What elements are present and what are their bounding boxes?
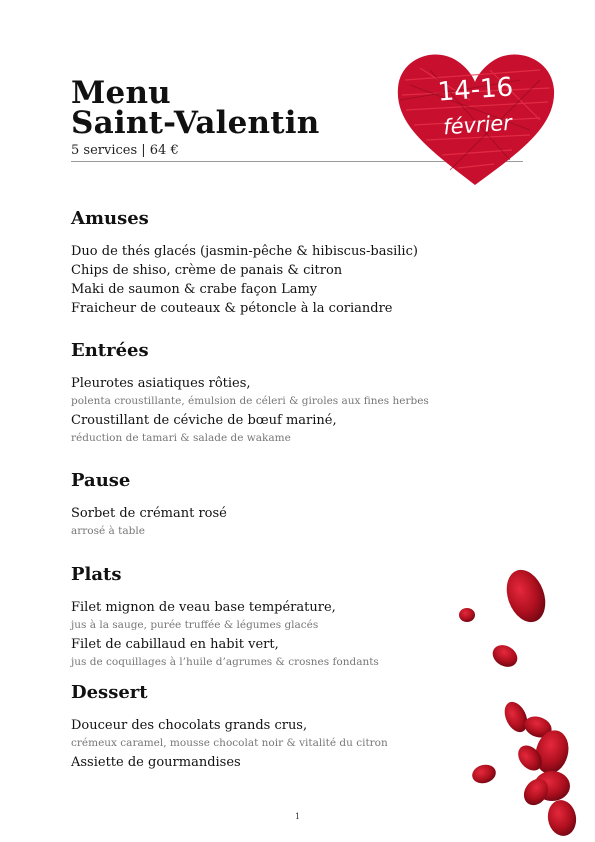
section-title: Amuses — [71, 208, 149, 229]
section-pause — [71, 470, 531, 541]
rose-petal-icon — [500, 564, 552, 627]
menu-item: Fraicheur de couteaux & pétoncle à la coriandre — [71, 301, 393, 316]
rose-petals-decoration — [440, 560, 595, 842]
rose-petal-icon — [470, 762, 498, 786]
menu-item: Douceur des chocolats grands crus, — [71, 718, 308, 733]
menu-item: Pleurotes asiatiques rôties, — [71, 376, 251, 391]
rose-petal-icon — [489, 641, 522, 671]
section-title: Dessert — [71, 682, 148, 703]
item-description: polenta croustillante, émulsion de céleri & giroles aux fines herbes — [71, 395, 429, 407]
menu-item: Filet de cabillaud en habit vert, — [71, 637, 279, 652]
menu-item: Assiette de gourmandises — [71, 755, 241, 770]
section-title: Pause — [71, 470, 131, 491]
item-description: arrosé à table — [71, 525, 145, 537]
menu-item: Duo de thés glacés (jasmin-pêche & hibiscus-basilic) — [71, 244, 418, 259]
menu-item: Croustillant de céviche de bœuf mariné, — [71, 413, 337, 428]
menu-subtitle: 5 services | 64 € — [71, 143, 179, 158]
item-description: jus de coquillages à l’huile d’agrumes & crosnes fondants — [71, 656, 379, 668]
section-amuses — [71, 208, 531, 318]
rose-petal-icon — [459, 608, 475, 622]
menu-item: Chips de shiso, crème de panais & citron — [71, 263, 343, 278]
section-entrees — [71, 340, 531, 448]
menu-item: Sorbet de crémant rosé — [71, 506, 227, 521]
menu-item: Filet mignon de veau base température, — [71, 600, 336, 615]
item-description: crémeux caramel, mousse chocolat noir & vitalité du citron — [71, 737, 388, 749]
section-title: Plats — [71, 564, 122, 585]
badge-dates: 14-16 — [436, 72, 515, 108]
page-number: 1 — [294, 812, 301, 821]
item-description: jus à la sauge, purée truffée & légumes glacés — [71, 619, 319, 631]
title-line-2: Saint-Valentin — [71, 105, 320, 141]
section-title: Entrées — [71, 340, 149, 361]
item-description: réduction de tamari & salade de wakame — [71, 432, 291, 444]
title-line-1: Menu — [71, 75, 171, 111]
menu-item: Maki de saumon & crabe façon Lamy — [71, 282, 318, 297]
menu-title — [71, 75, 320, 141]
heart-badge — [390, 40, 560, 190]
badge-month: février — [442, 110, 513, 140]
